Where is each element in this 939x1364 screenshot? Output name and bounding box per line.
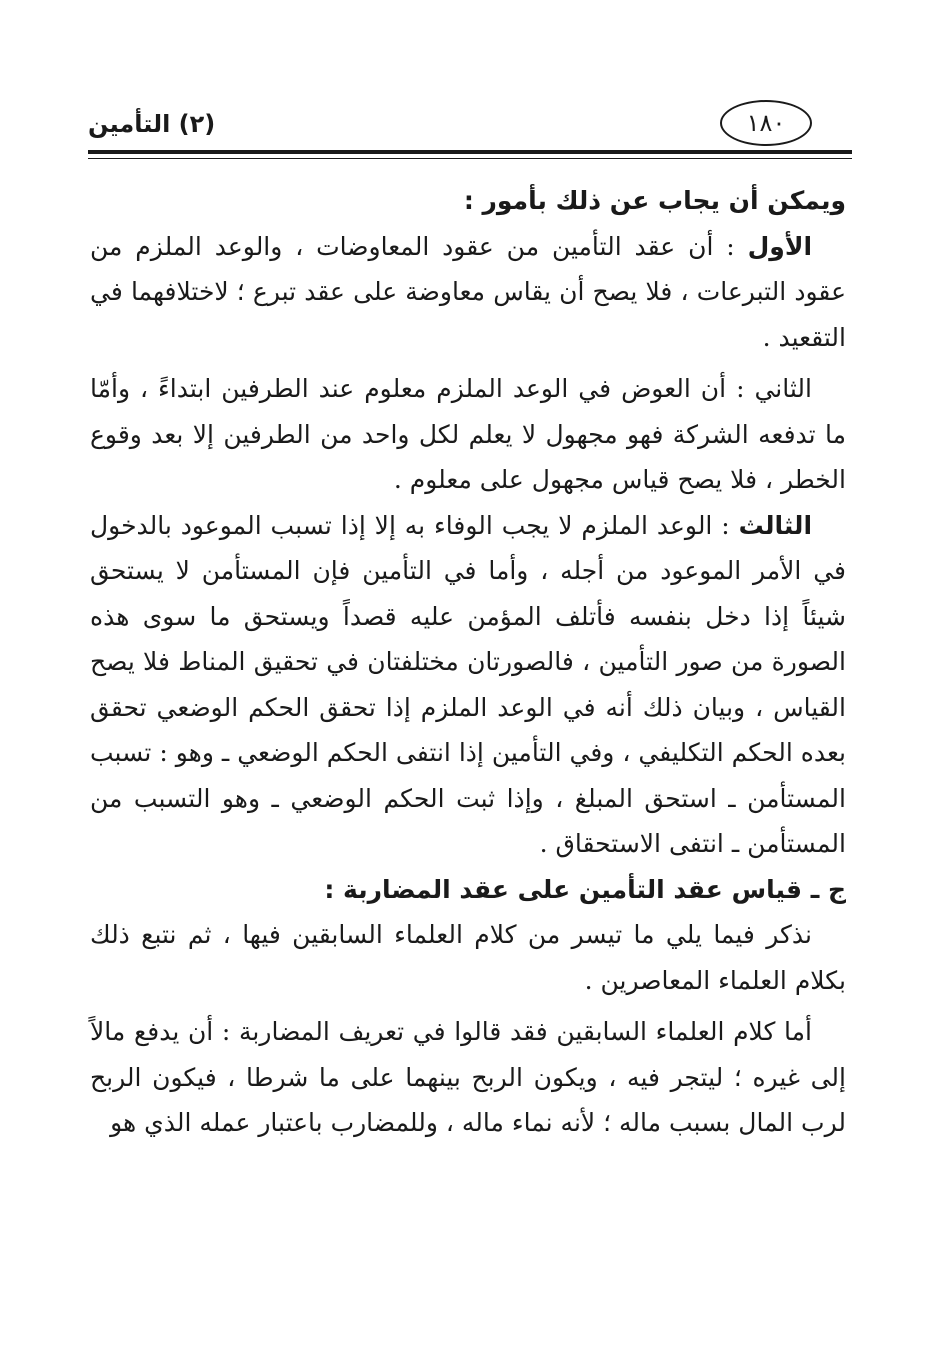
- paragraph-first: [90, 224, 846, 361]
- page-header: [88, 96, 852, 166]
- first-text: : أن عقد التأمين من عقود المعاوضات ، والوعد الملزم من عقود التبرعات ، فلا يصح أن يقاس معاوضة على عقد تبرع ؛ لاختلافهما في التقعيد .: [90, 231, 846, 352]
- paragraph-third: [90, 503, 846, 867]
- header-rule-thick: [88, 150, 852, 154]
- section-c-heading: ج ـ قياس عقد التأمين على عقد المضاربة :: [324, 874, 846, 904]
- first-label: الأول: [747, 231, 813, 261]
- third-text: : الوعد الملزم لا يجب الوفاء به إلا إذا تسبب الموعود بالدخول في الأمر الموعود من أجله ، وأما في التأمين فإن المستأمن لا يستحق شيئاً إذا دخل بنفسه فأتلف المؤمن عليه قصداً ويستحق ما سوى هذه الصورة من صور التأمين ، فالصورتان مختلفتان في تحقيق المناط فلا يصح القياس ، وبيان ذلك أنه في الوعد الملزم إذا تحقق الحكم الوضعي تحقق بعده الحكم التكليفي ، وفي التأمين إذا انتفى الحكم الوضعي ـ وهو : تسبب المستأمن ـ استحق المبلغ ، وإذا ثبت الحكم الوضعي ـ وهو التسبب من المستأمن ـ انتفى الاستحقاق .: [90, 510, 846, 858]
- header-rule-thin: [88, 158, 852, 159]
- running-title: (٢) التأمين: [88, 110, 216, 138]
- paragraph-definition: أما كلام العلماء السابقين فقد قالوا في تعريف المضاربة : أن يدفع مالاً إلى غيره ؛ ليتجر فيه ، ويكون الربح بينهما على ما شرطا ، فيكون الربح لرب المال بسبب ماله ؛ لأنه نماء ماله ، وللمضارب باعتبار عمله الذي هو: [90, 1017, 846, 1137]
- page-number: ١٨٠: [720, 100, 812, 146]
- intro-line: ويمكن أن يجاب عن ذلك بأمور :: [463, 186, 846, 215]
- paragraph-second: الثاني : أن العوض في الوعد الملزم معلوم عند الطرفين ابتداءً ، وأمّا ما تدفعه الشركة فهو مجهول لا يعلم لكل واحد من الطرفين إلا بعد وقوع الخطر ، فلا يصح قياس مجهول على معلوم .: [90, 374, 846, 494]
- paragraph-mention: نذكر فيما يلي ما تيسر من كلام العلماء السابقين فيها ، ثم نتبع ذلك بكلام العلماء المعاصرين .: [90, 920, 846, 995]
- body-text: [90, 178, 846, 1146]
- third-label: الثالث: [738, 510, 813, 540]
